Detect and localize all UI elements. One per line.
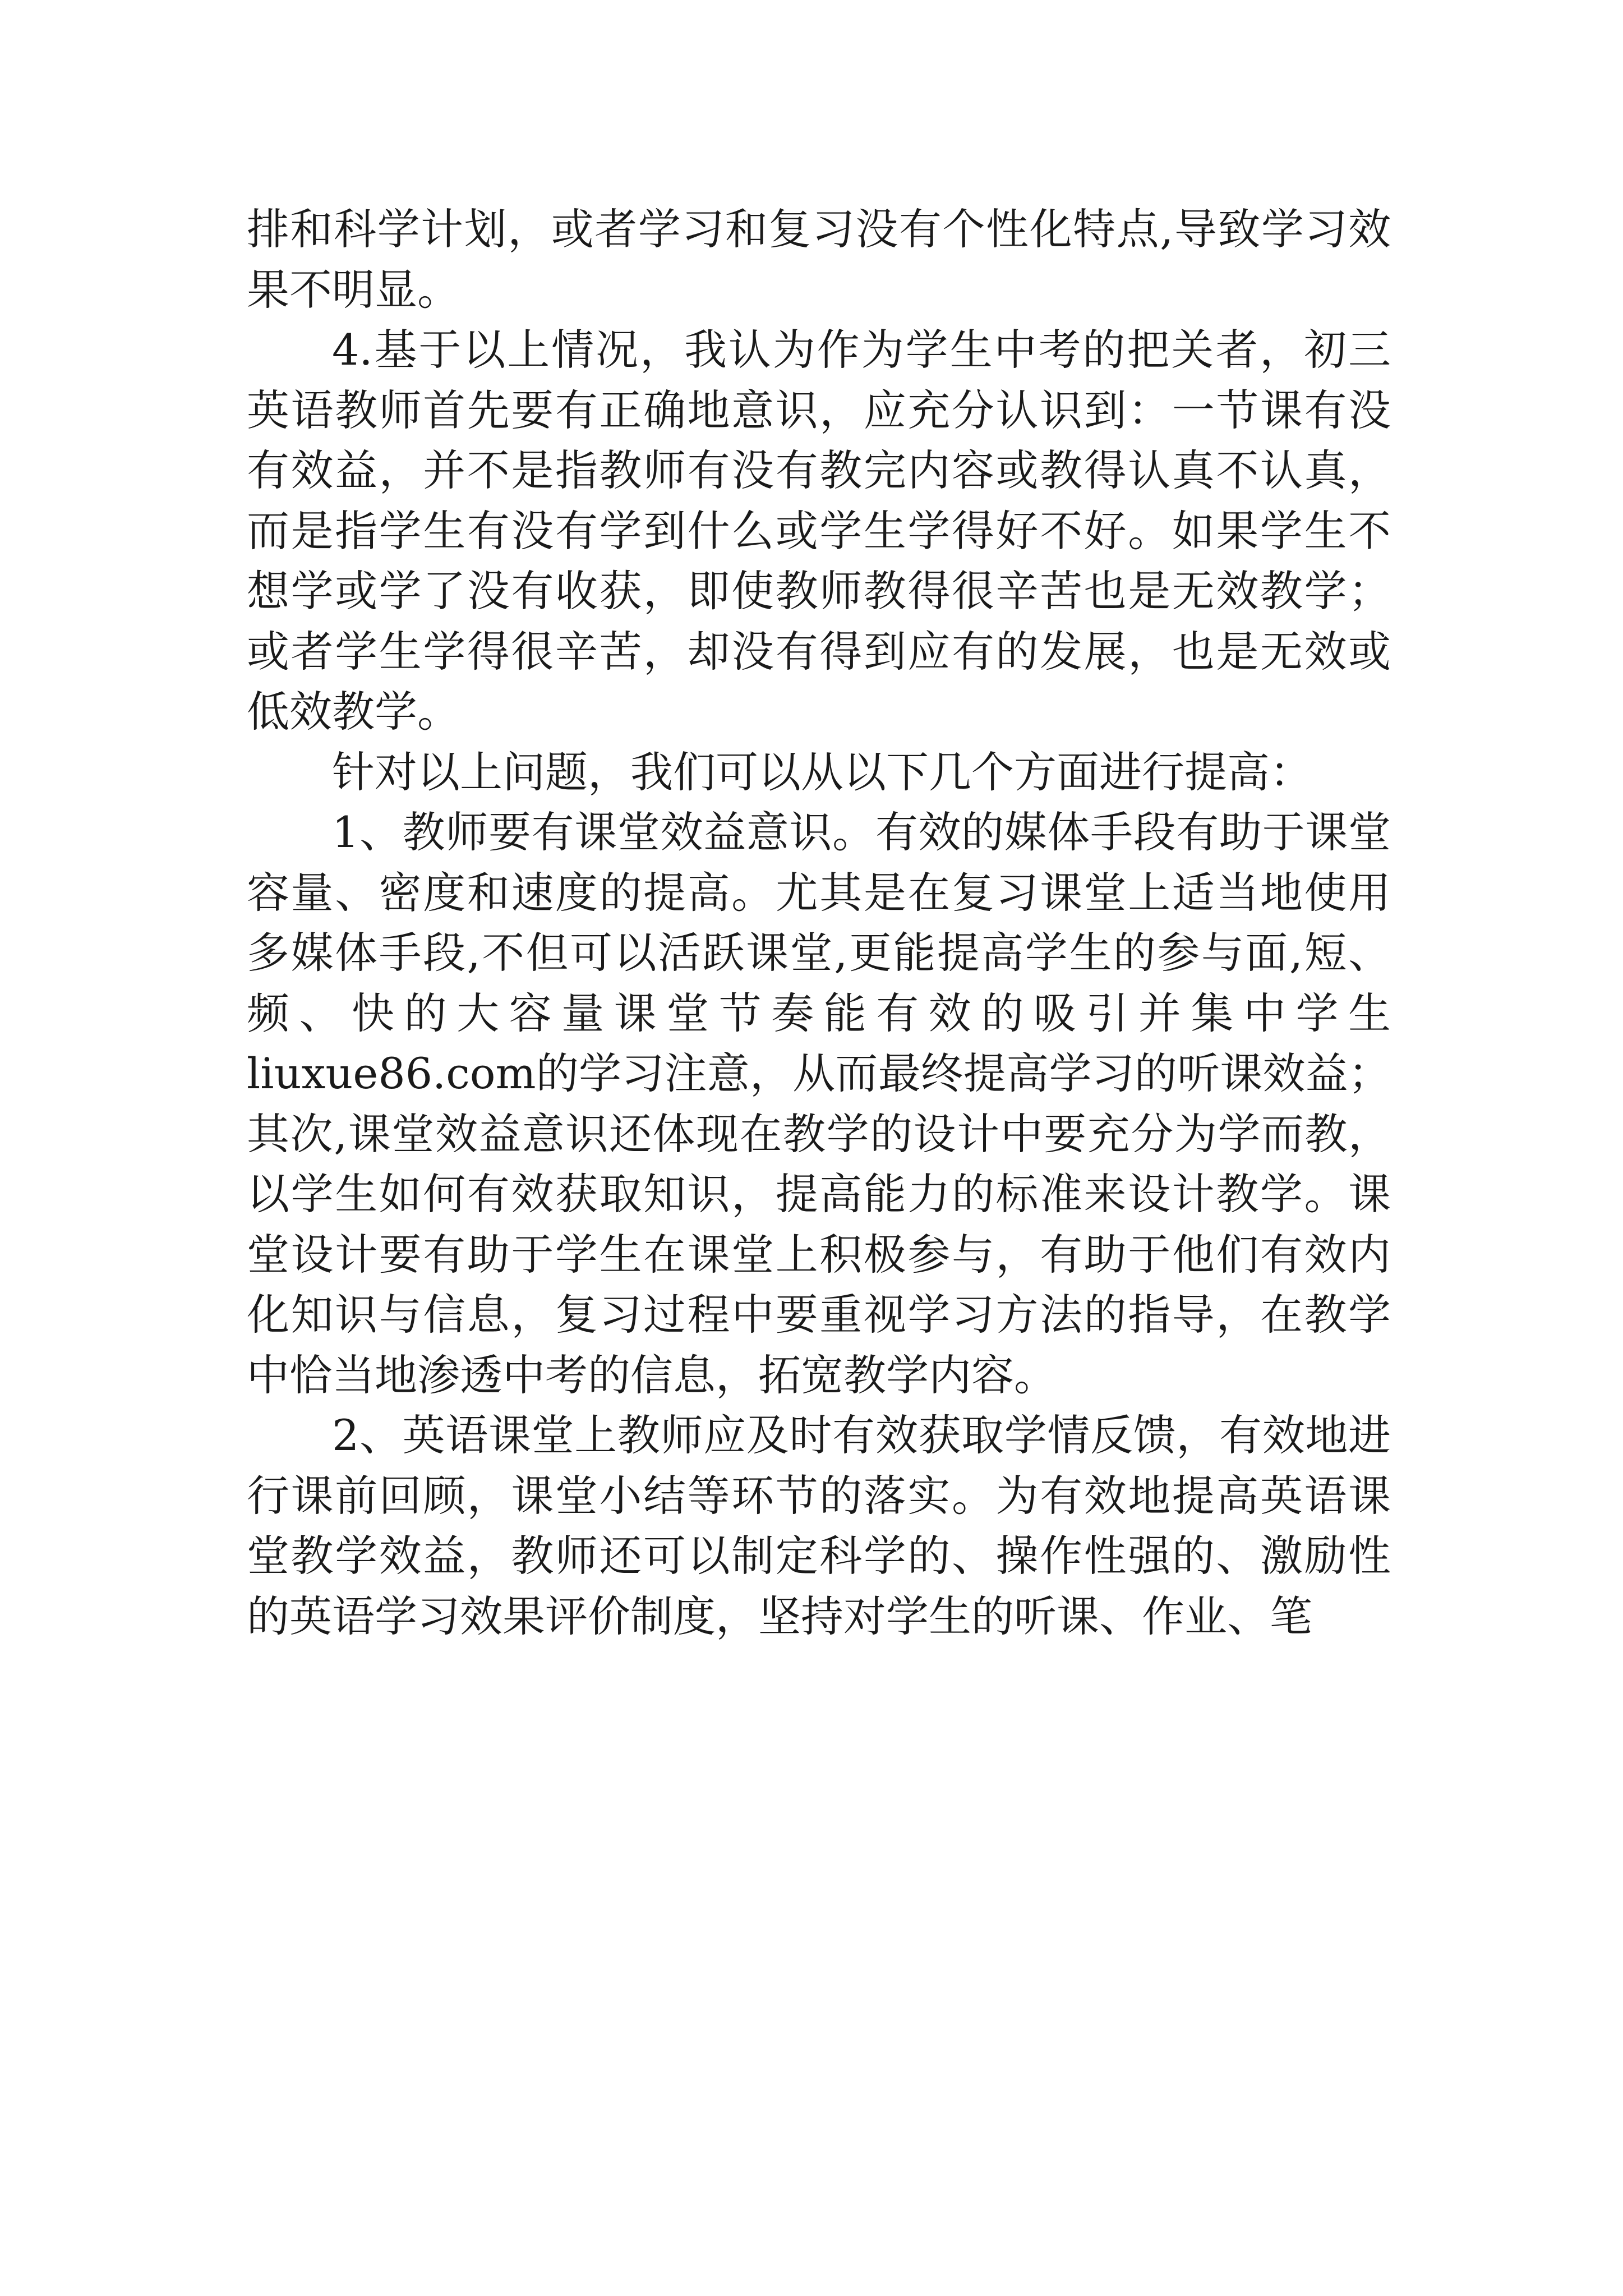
paragraph-item-2: 2、英语课堂上教师应及时有效获取学情反馈，有效地进行课前回顾，课堂小结等环节的落实。为有效地提高英语课堂教学效益，教师还可以制定科学的、操作性强的、激励性的英语学习效果评价制度，坚持对学生的听课、作业、笔 bbox=[247, 1410, 1391, 1641]
paragraph-continuation: 排和科学计划，或者学习和复习没有个性化特点,导致学习效果不明显。 bbox=[247, 204, 1391, 315]
paragraph-intro: 针对以上问题，我们可以从以下几个方面进行提高： bbox=[332, 747, 1312, 797]
paragraph-point-4: 4.基于以上情况，我认为作为学生中考的把关者，初三英语教师首先要有正确地意识，应充分认识到：一节课有没有效益，并不是指教师有没有教完内容或教得认真不认真，而是指学生有没有学到什么或学生学得好不好。如果学生不想学或学了没有收获，即使教师教得很辛苦也是无效教学；或者学生学得很辛苦，却没有得到应有的发展，也是无效或低效教学。 bbox=[247, 325, 1391, 737]
document-body bbox=[247, 199, 1391, 1646]
paragraph-item-1: 1、教师要有课堂效益意识。有效的媒体手段有助于课堂容量、密度和速度的提高。尤其是在复习课堂上适当地使用多媒体手段,不但可以活跃课堂,更能提高学生的参与面,短、频、快的大容量课堂节奏能有效的吸引并集中学生liuxue86.com的学习注意，从而最终提高学习的听课效益；其次,课堂效益意识还体现在教学的设计中要充分为学而教，以学生如何有效获取知识，提高能力的标准来设计教学。课堂设计要有助于学生在课堂上积极参与，有助于他们有效内化知识与信息，复习过程中要重视学习方法的指导，在教学中恰当地渗透中考的信息，拓宽教学内容。 bbox=[247, 807, 1391, 1400]
